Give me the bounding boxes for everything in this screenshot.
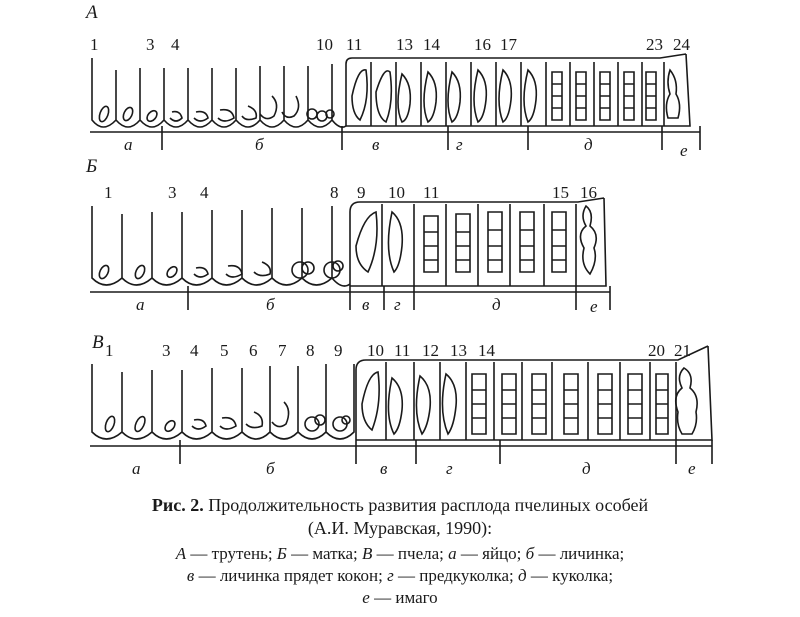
- figure-caption-title: [0, 494, 800, 517]
- day-number: 1: [105, 341, 114, 360]
- legend-value: яйцо;: [482, 544, 522, 563]
- stage-label: а: [132, 459, 141, 478]
- day-number: 3: [146, 35, 155, 54]
- legend-key: А: [175, 544, 187, 563]
- day-number: 10: [316, 35, 333, 54]
- legend-line: в — личинка прядет кокон; г — предкуколка; д — куколка;: [186, 566, 614, 585]
- stage-label: б: [255, 135, 264, 154]
- row-drone: [84, 2, 700, 160]
- legend-value: имаго: [395, 588, 438, 607]
- stage-axis: [90, 126, 700, 150]
- stage-label: б: [266, 295, 275, 314]
- legend-key: д: [518, 566, 527, 585]
- day-number: 14: [423, 35, 440, 54]
- stage-label: в: [372, 135, 380, 154]
- legend-key: Б: [276, 544, 287, 563]
- day-number: 20: [648, 341, 665, 360]
- legend-value: предкуколка;: [419, 566, 514, 585]
- day-number: 10: [367, 341, 384, 360]
- figure-label: Рис. 2.: [151, 495, 204, 515]
- day-number: 9: [357, 183, 366, 202]
- stage-label: е: [590, 297, 598, 316]
- figure-title: Продолжительность развития расплода пчелиных особей: [208, 495, 649, 515]
- legend-value: трутень;: [211, 544, 273, 563]
- stage-label: е: [688, 459, 696, 478]
- stage-label: в: [380, 459, 388, 478]
- stage-label: в: [362, 295, 370, 314]
- day-number: 11: [394, 341, 411, 360]
- legend-value: куколка;: [552, 566, 614, 585]
- legend-key: е: [362, 588, 370, 607]
- stage-label: д: [582, 459, 591, 478]
- day-number: 24: [673, 35, 690, 54]
- capped-cells: [356, 346, 712, 440]
- legend-key: В: [362, 544, 373, 563]
- legend-value: матка;: [312, 544, 358, 563]
- day-number: 3: [168, 183, 177, 202]
- legend-line: е — имаго: [362, 588, 438, 607]
- day-number: 21: [674, 341, 691, 360]
- capped-cells: [346, 54, 690, 126]
- day-number: 7: [278, 341, 287, 360]
- day-number: 6: [249, 341, 258, 360]
- pupae: [362, 368, 697, 434]
- day-number: 4: [200, 183, 209, 202]
- legend-value: пчела;: [397, 544, 444, 563]
- pupae: [352, 70, 680, 122]
- comb-cells: [92, 206, 350, 286]
- day-number: 23: [646, 35, 663, 54]
- day-number: 1: [90, 35, 99, 54]
- day-number: 16: [580, 183, 597, 202]
- row-letter: Б: [86, 156, 98, 177]
- figure-source: (А.И. Муравская, 1990):: [307, 518, 493, 538]
- row-worker: [90, 332, 712, 478]
- day-number: 9: [334, 341, 343, 360]
- stage-axis: [90, 286, 610, 310]
- day-number: 17: [500, 35, 517, 54]
- stage-label: д: [492, 295, 501, 314]
- day-number: 11: [423, 183, 440, 202]
- stage-label: а: [136, 295, 145, 314]
- larvae: [194, 261, 343, 278]
- day-number: 10: [388, 183, 405, 202]
- day-number: 8: [306, 341, 315, 360]
- day-number: 3: [162, 341, 171, 360]
- day-number: 1: [104, 183, 113, 202]
- legend-line: А — трутень; Б — матка; В — пчела; а — яйцо; б — личинка;: [175, 544, 625, 563]
- legend-key: б: [525, 544, 535, 563]
- day-number: 13: [450, 341, 467, 360]
- stage-label: е: [680, 141, 688, 160]
- day-number: 8: [330, 183, 339, 202]
- row-letter: А: [86, 2, 98, 23]
- stage-label: д: [584, 135, 593, 154]
- day-number: 13: [396, 35, 413, 54]
- legend-key: а: [448, 544, 457, 563]
- stage-label: г: [394, 295, 401, 314]
- pupae: [356, 206, 596, 274]
- day-number: 16: [474, 35, 491, 54]
- stage-label: б: [266, 459, 275, 478]
- stage-label: г: [456, 135, 463, 154]
- eggs: [97, 264, 179, 280]
- day-number: 12: [422, 341, 439, 360]
- figure-legend: [0, 543, 800, 609]
- legend-value: личинка;: [559, 544, 625, 563]
- day-number: 4: [190, 341, 199, 360]
- legend-key: в: [186, 566, 195, 585]
- larvae: [170, 96, 334, 121]
- day-number: 11: [346, 35, 363, 54]
- stage-label: а: [124, 135, 133, 154]
- stage-label: г: [446, 459, 453, 478]
- day-number: 14: [478, 341, 495, 360]
- row-queen: [85, 156, 610, 316]
- row-letter: В: [92, 332, 104, 353]
- eggs: [98, 105, 159, 123]
- legend-value: личинка прядет кокон;: [219, 566, 383, 585]
- day-number: 15: [552, 183, 569, 202]
- day-number: 4: [171, 35, 180, 54]
- legend-key: г: [387, 566, 394, 585]
- eggs: [104, 415, 177, 433]
- stage-axis: [90, 440, 712, 464]
- day-number: 5: [220, 341, 229, 360]
